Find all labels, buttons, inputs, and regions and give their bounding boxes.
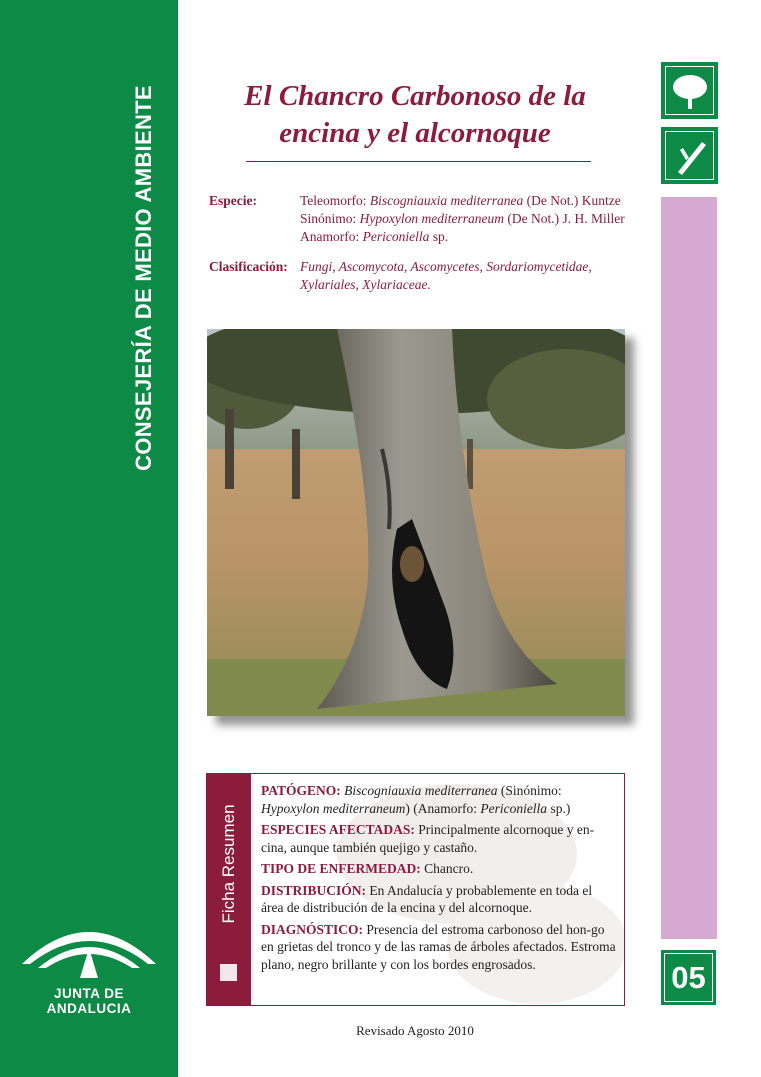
summary-diagnosis: DIAGNÓSTICO: Presencia del estroma carbonoso del hon-go en grietas del tronco y de las ramas de árboles afectados. Estroma plano, negro brillante y con los bordes engrosados. <box>261 921 616 972</box>
summary-sidebar <box>207 774 251 1005</box>
tree-icon <box>666 67 715 116</box>
species-row-anamorph: Anamorfo: Periconiella sp. <box>300 229 449 244</box>
species-label: Especie: <box>209 193 257 208</box>
page-title <box>210 78 620 152</box>
summary-distribution: DISTRIBUCIÓN: En Andalucía y probablemente en toda el área de distribución de la encina y del alcornoque. <box>261 882 593 915</box>
revision-date: Revisado Agosto 2010 <box>356 1023 474 1038</box>
title-line-1: El Chancro Carbonoso de la <box>244 80 586 112</box>
classification-values <box>300 258 592 294</box>
department-title: CONSEJERÍA DE MEDIO AMBIENTE <box>131 85 156 471</box>
summary-body <box>261 782 617 977</box>
sheet-number-box <box>661 950 716 1005</box>
classification-label: Clasificación: <box>209 259 288 274</box>
photo-illustration <box>207 329 625 716</box>
summary-box <box>206 773 625 1006</box>
summary-side-label: Ficha Resumen <box>219 804 238 924</box>
classification-line-2: Xylariales, Xylariaceae. <box>300 277 431 292</box>
logo-text: JUNTA DE ANDALUCIA <box>46 986 132 1016</box>
summary-square <box>220 964 237 981</box>
tree-icon-box <box>661 62 718 119</box>
junta-logo <box>10 912 168 1016</box>
title-line-2: encina y el alcornoque <box>279 117 551 149</box>
summary-affected-species: ESPECIES AFECTADAS: Principalmente alcornoque y en-cina, aunque también quejigo y castaño. <box>261 822 595 855</box>
sidebar <box>0 0 178 1077</box>
branch-icon <box>666 132 715 181</box>
branch-icon-box <box>661 127 718 184</box>
junta-arches-icon <box>14 912 164 984</box>
title-divider <box>246 161 591 162</box>
classification-line-1: Fungi, Ascomycota, Ascomycetes, Sordariomycetidae, <box>300 259 592 274</box>
summary-pathogen: PATÓGENO: Biscogniauxia mediterranea (Sinónimo: Hypoxylon mediterraneum) (Anamorfo: Periconiella sp.) <box>261 783 571 816</box>
summary-disease-type: TIPO DE ENFERMEDAD: Chancro. <box>261 861 474 876</box>
species-row-teleomorph: Teleomorfo: Biscogniauxia mediterranea (De Not.) Kuntze <box>300 193 621 208</box>
sheet-number: 05 <box>664 953 713 1002</box>
oak-trunk-photo <box>207 329 625 716</box>
pink-side-bar <box>661 197 717 939</box>
species-row-synonym: Sinónimo: Hypoxylon mediterraneum (De Not.) J. H. Miller <box>300 211 625 226</box>
species-values <box>300 192 625 246</box>
